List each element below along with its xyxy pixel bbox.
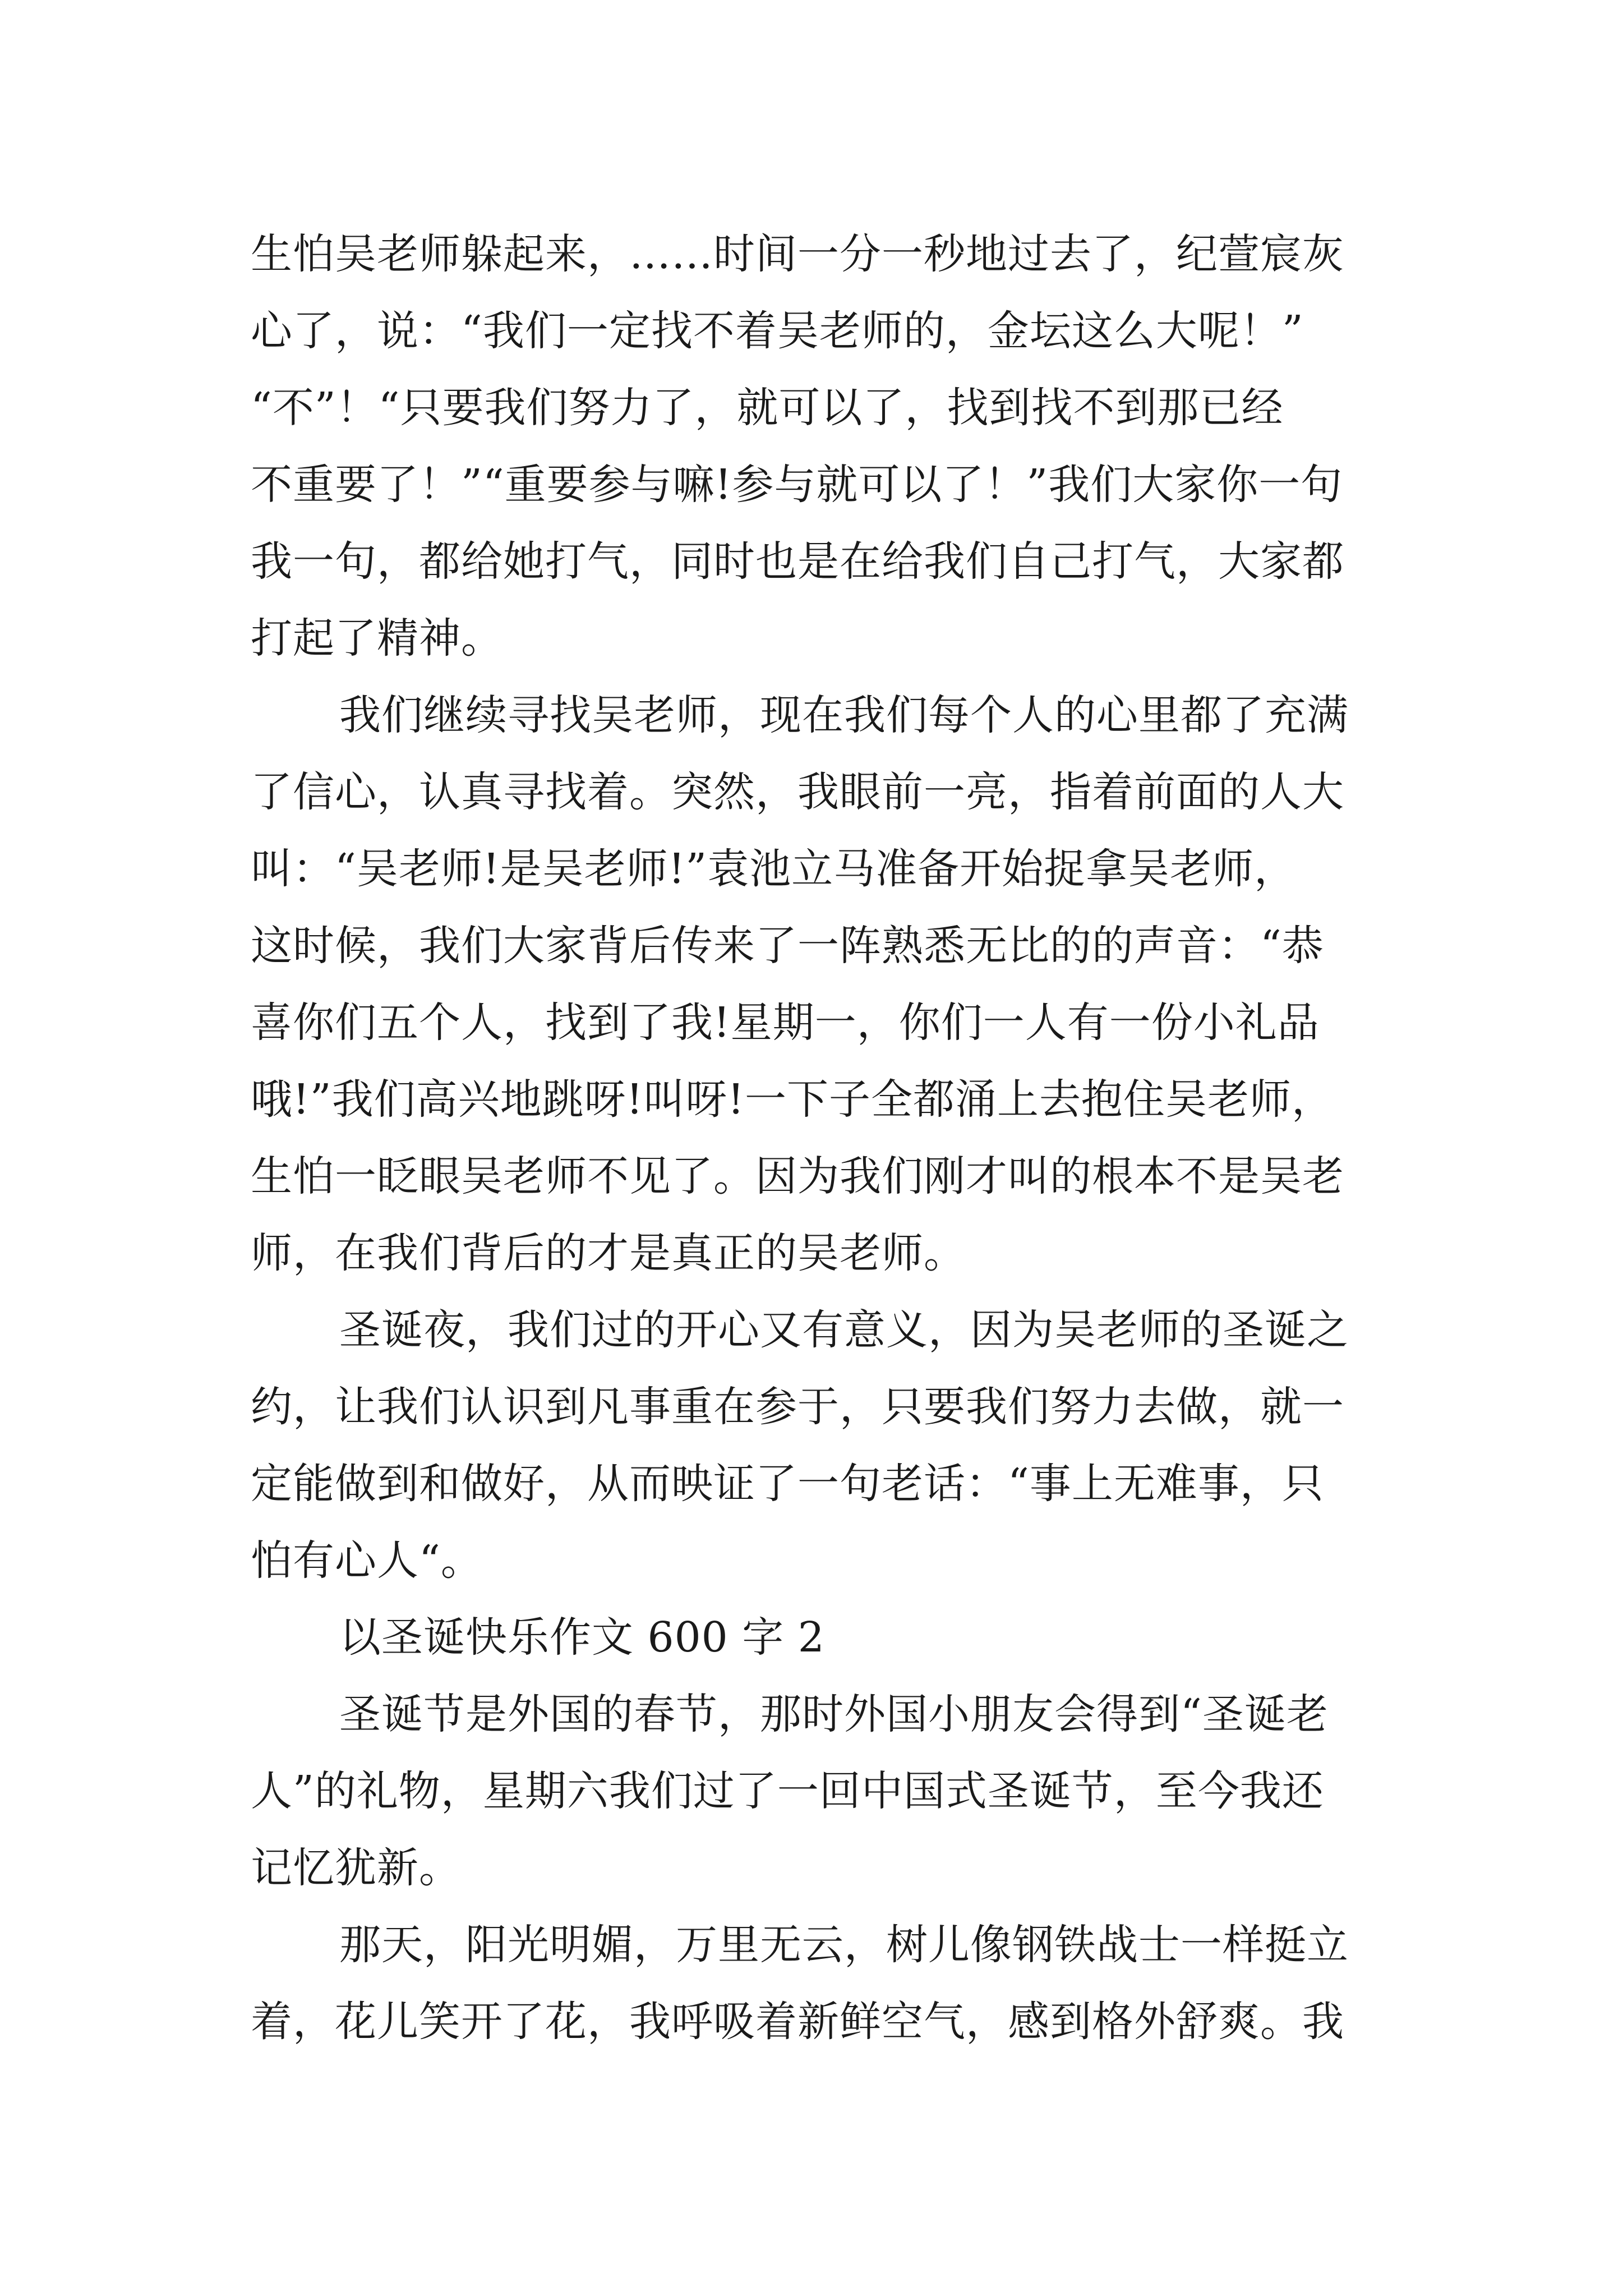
text-line: 那天，阳光明媚，万里无云，树儿像钢铁战士一样挺立 [339, 1921, 1349, 1969]
paragraph-6 [251, 1907, 1389, 2060]
text-line: 哦!”我们高兴地跳呀!叫呀!一下子全都涌上去抱住吴老师， [251, 1075, 1334, 1124]
heading-text: 以圣诞快乐作文 600 字 2 [339, 1613, 825, 1662]
section-heading [251, 1599, 1389, 1676]
text-line: 师，在我们背后的才是真正的吴老师。 [251, 1229, 966, 1277]
text-line: 叫：“吴老师!是吴老师!”袁池立马准备开始捉拿吴老师， [251, 845, 1297, 893]
paragraph-5 [251, 1676, 1389, 1907]
text-line: 这时候，我们大家背后传来了一阵熟悉无比的的声音：“恭 [251, 922, 1324, 970]
text-line: 着，花儿笑开了花，我呼吸着新鲜空气，感到格外舒爽。我 [251, 1998, 1344, 2046]
text-line: 打起了精神。 [251, 614, 503, 662]
text-line: 圣诞节是外国的春节，那时外国小朋友会得到“圣诞老 [339, 1690, 1329, 1738]
text-line: 生怕一眨眼吴老师不见了。因为我们刚才叫的根本不是吴老 [251, 1152, 1344, 1200]
text-line: 人”的礼物，星期六我们过了一回中国式圣诞节，至今我还 [251, 1767, 1324, 1815]
text-line: 生怕吴老师躲起来，……时间一分一秒地过去了，纪萱宸灰 [251, 230, 1344, 278]
paragraph-1 [251, 216, 1389, 677]
text-line: 了信心，认真寻找着。突然，我眼前一亮，指着前面的人大 [251, 768, 1344, 816]
text-line: “不”！“只要我们努力了，就可以了，找到找不到那已经 [251, 384, 1284, 432]
text-line: 心了，说：“我们一定找不着吴老师的，金坛这么大呢！” [251, 307, 1304, 355]
text-line: 我们继续寻找吴老师，现在我们每个人的心里都了充满 [339, 691, 1349, 739]
text-line: 不重要了！”“重要参与嘛!参与就可以了！”我们大家你一句 [251, 461, 1343, 509]
text-column [251, 216, 1389, 2060]
text-line: 定能做到和做好，从而映证了一句老话：“事上无难事，只 [251, 1460, 1324, 1508]
text-line: 记忆犹新。 [251, 1844, 461, 1892]
text-line: 约，让我们认识到凡事重在参于，只要我们努力去做，就一 [251, 1383, 1344, 1431]
text-line: 喜你们五个人，找到了我!星期一，你们一人有一份小礼品 [251, 999, 1320, 1047]
paragraph-2 [251, 677, 1389, 1292]
text-line: 圣诞夜，我们过的开心又有意义，因为吴老师的圣诞之 [339, 1306, 1349, 1354]
text-line: 怕有心人“。 [251, 1536, 483, 1585]
text-line: 我一句，都给她打气，同时也是在给我们自己打气，大家都 [251, 537, 1344, 586]
paragraph-3 [251, 1292, 1389, 1599]
